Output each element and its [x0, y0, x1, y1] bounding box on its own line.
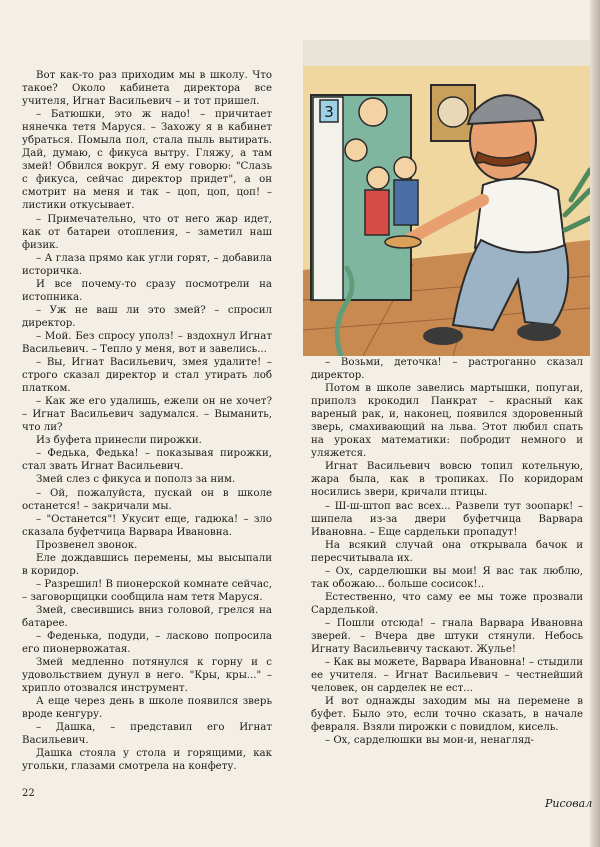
footer-credit: Рисовал	[545, 797, 593, 810]
paragraph: Змей медленно потянулся к горну и с удовольствием дунул в него. "Кры, кры..." – хрипло отозвался инструмент.	[22, 657, 272, 695]
pupil-head	[394, 157, 416, 179]
paragraph: – Вы, Игнат Васильевич, змея удалите! – строго сказал директор и стал утирать лоб платком.	[22, 357, 272, 395]
white-margin	[303, 40, 590, 66]
paragraph: Змей слез с фикуса и пополз за ним.	[36, 474, 236, 486]
paragraph: – Разрешил! В пионерской комнате сейчас, – заговорщицки сообщила нам тетя Маруся.	[22, 578, 272, 603]
illustration-drawing	[303, 40, 590, 356]
paragraph: – Примечательно, что от него жар идет, как от батареи отопления, – заметил наш физик.	[22, 213, 272, 251]
pupil-head	[367, 167, 389, 189]
paragraph: – Как же его удалишь, ежели он не хочет? – Игнат Васильевич задумался. – Выманить, что ли?	[22, 396, 272, 434]
paragraph: И все почему-то сразу посмотрели на истопника.	[22, 278, 272, 303]
right-column	[311, 356, 583, 747]
paragraph: А еще через день в школе появился зверь вроде кенгуру.	[22, 696, 272, 721]
paragraph: Прозвенел звонок.	[36, 539, 138, 551]
paragraph: – Возьми, деточка! – растроганно сказал директор.	[311, 357, 583, 382]
door-number: 3	[324, 103, 334, 121]
boot	[517, 323, 561, 341]
paragraph: – Мой. Без спросу уполз! – вздохнул Игнат Васильевич. – Тепло у меня, вот и завелись...	[22, 330, 272, 355]
paragraph: – "Останется"! Укусит еще, гадюка! – зло сказала буфетчица Варвара Ивановна.	[22, 513, 272, 538]
paragraph: – Ох, сарделюшки вы мои-и, ненагляд-	[325, 735, 534, 747]
paragraph: – Ой, пожалуйста, пускай он в школе останется! – закричали мы.	[22, 487, 272, 512]
paragraph: – Пошли отсюда! – гнала Варвара Ивановна зверей. – Вчера две штуки стянули. Небось Игнату Васильевичу таскают. Жулье!	[311, 617, 583, 656]
paragraph: Дашка стояла у стола и горящими, как угольки, глазами смотрела на конфету.	[22, 748, 272, 773]
paragraph: – Уж не ваш ли это змей? – спросил директор.	[22, 304, 272, 329]
paragraph: – А глаза прямо как угли горят, – добавила историчка.	[22, 252, 272, 277]
paragraph: – Федька, Федька! – показывая пирожки, стал звать Игнат Васильевич.	[22, 448, 272, 473]
paragraph: Игнат Васильевич вовсю топил котельную, жара была, как в тропиках. По коридорам носились звери, кричали птицы.	[311, 461, 583, 499]
pupil-head	[345, 139, 367, 161]
paragraph: – Ш-ш-штоп вас всех... Развели тут зоопарк! – шипела из-за двери буфетчица Варвара Ивановна. – Еще сардельки пропадут!	[311, 500, 583, 538]
paragraph: – Ох, сарделюшки вы мои! Я вас так люблю, так обожаю... больше сосисок!..	[311, 565, 583, 590]
pie-plate	[385, 236, 421, 248]
paragraph: Змей, свесившись вниз головой, грелся на батарее.	[22, 604, 272, 629]
open-door	[313, 97, 343, 300]
paragraph: – Как вы можете, Варвара Ивановна! – стыдили ее учителя. – Игнат Васильевич – честнейший человек, он сарделек не ест...	[311, 657, 583, 695]
paragraph: – Дашка, – представил его Игнат Васильевич.	[22, 722, 272, 747]
paragraph: На всякий случай она открывала бачок и пересчитывала их.	[311, 539, 583, 564]
paragraph: – Батюшки, это ж надо! – причитает нянечка тетя Маруся. – Захожу я в кабинет убраться. Помыла пол, стала пыль вытирать. Дай, думаю, с фикуса вытру. Гляжу, а там змей! Обвился вокруг. Я ему говорю: "Слазь с фикуса, сейчас директор придет", а он смотрит на меня и так – цоп, цоп, цоп! – листики откусывает.	[22, 109, 272, 212]
page-number: 22	[22, 788, 35, 799]
page-edge	[590, 0, 600, 847]
teacher-head	[359, 98, 387, 126]
paragraph: – Феденька, подуди, – ласково попросила его пионервожатая.	[22, 631, 272, 656]
paragraph: Еле дождавшись перемены, мы высыпали в коридор.	[22, 552, 272, 577]
paragraph: Естественно, что саму ее мы тоже прозвали Сарделькой.	[311, 591, 583, 616]
portrait-face	[438, 97, 468, 127]
paragraph: Вот как-то раз приходим мы в школу. Что такое? Около кабинета директора все учителя, Игнат Васильевич – и тот пришел.	[22, 70, 272, 108]
paragraph: Потом в школе завелись мартышки, попугаи, приполз крокодил Панкрат – красный как вареный рак, и, наконец, появился здоровенный зверь, смахивающий на льва. Этот любил спать на уроках математики: побродит немного и уляжется.	[311, 383, 583, 460]
pupil-body	[394, 180, 418, 225]
pupil-body	[365, 190, 389, 235]
illustration	[303, 40, 590, 356]
paragraph: Из буфета принесли пирожки.	[36, 435, 202, 447]
paragraph: И вот однажды заходим мы на перемене в буфет. Было это, если точно сказать, в начале февраля. Взяли пирожки с повидлом, кисель.	[311, 696, 583, 734]
left-column	[22, 69, 272, 774]
boot	[423, 327, 463, 345]
